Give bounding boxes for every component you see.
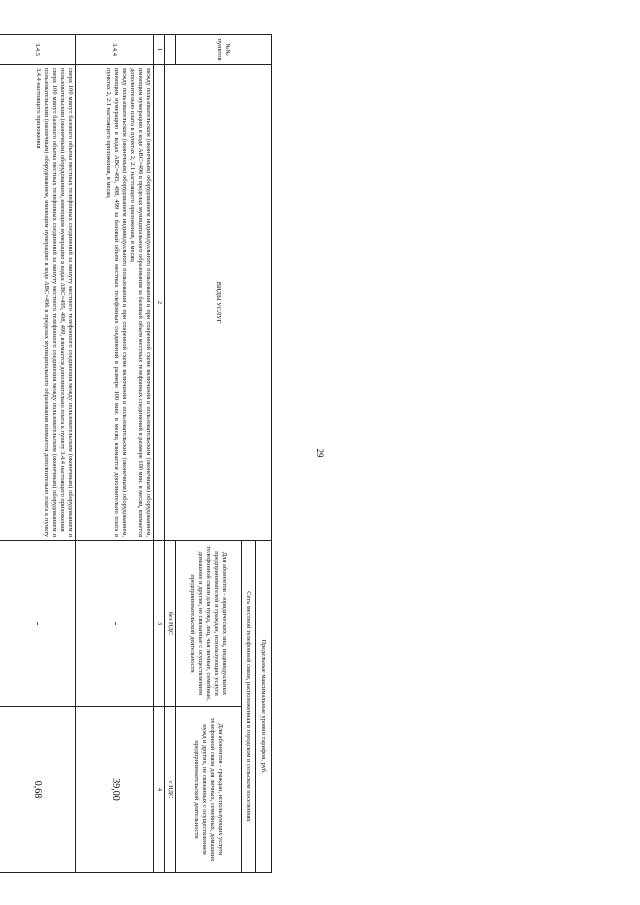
row-with-vat: 39,00 — [76, 707, 154, 873]
row-num: 3.4.5 — [0, 35, 76, 65]
col-index-1: 1 — [154, 35, 165, 65]
table-row — [76, 35, 154, 873]
row-service: сверх 100 минут базового объема местных телефонных соединений за минуту местного телефонного соединения между пользовательским (оконечным) оборудованием и пользовательским (оконечным) оборудованием, имеющим нумерацию в кодах АВС=495, 498, 499, взимается дополнительно плата к пункту 3.4.4 настоящего приложения сверх 100 минут базового объема местных телефонных соединений за минуту местного телефонного соединения между пользовательским (оконечным) оборудованием и пользовательским (оконечным) оборудованием, имеющим нумерацию в коде АВС=496 в пределах муниципального образования взимается дополнительно плата к пункту 3.4.4 настоящего приложения — [0, 65, 76, 541]
row-no-vat: - — [76, 541, 154, 707]
table-row — [0, 35, 76, 873]
network-header: Сеть местной телефонной связи, расположенная в городском и сельском поселениях — [242, 541, 256, 873]
with-vat-label: с НДС — [165, 707, 176, 873]
col-index-2: 2 — [154, 65, 165, 541]
row-with-vat: 0,68 — [0, 707, 76, 873]
row-no-vat: - — [0, 541, 76, 707]
no-vat-label: без НДС — [165, 541, 176, 707]
tariff-header: Предельные максимальные уровни тарифов, руб. — [256, 541, 272, 873]
col-index-3: 3 — [154, 541, 165, 707]
row-service: между пользовательским (оконечным) оборудованием индивидуального пользования и при спаренной схеме включения и пользовательским (оконечным) оборудованием, имеющим нумерацию в коде АВС=496 в пределах муниципального образования за базовый объем местных телефонных соединений в размере 100 мин. в месяц, взимается дополнительно плата в пунктах 2, 2.1 настоящего приложения, в месяц между пользовательским (оконечным) оборудованием индивидуального пользования и при спаренной схеме включения и пользовательским (оконечным) оборудованием, имеющим нумерацию в кодах АВС=495, 498, 499 за базовый объем местных телефонных соединений в размере 100 мин. в месяц взимается дополнительно плата в пунктах 2, 2.1 настоящего приложения, в месяц — [76, 65, 154, 541]
col-num-blank — [165, 35, 176, 65]
tariff-table — [0, 34, 272, 872]
legal-entities-header: Для абонентов - юридических лиц, индивидуальных предпринимателей и граждан, использующих услуги телефонной связи для нужд, лиц, чья личные, семейные, домашние и другие, не связанные с осуществлением предпринимательской деятельности — [176, 541, 242, 707]
row-num: 3.4.4 — [76, 35, 154, 65]
page-number: 29 — [315, 448, 325, 458]
citizens-header: Для абонентов - граждан, использующих услуги телефонной связи для личных, семейных, домашних нужд и других, не связанных с осуществлением предпринимательской деятельности — [176, 707, 242, 873]
col-num-header: №№ пунктов — [176, 35, 272, 65]
col-service-header: ВИДЫ УСЛУГ — [165, 65, 272, 541]
col-index-4: 4 — [154, 707, 165, 873]
